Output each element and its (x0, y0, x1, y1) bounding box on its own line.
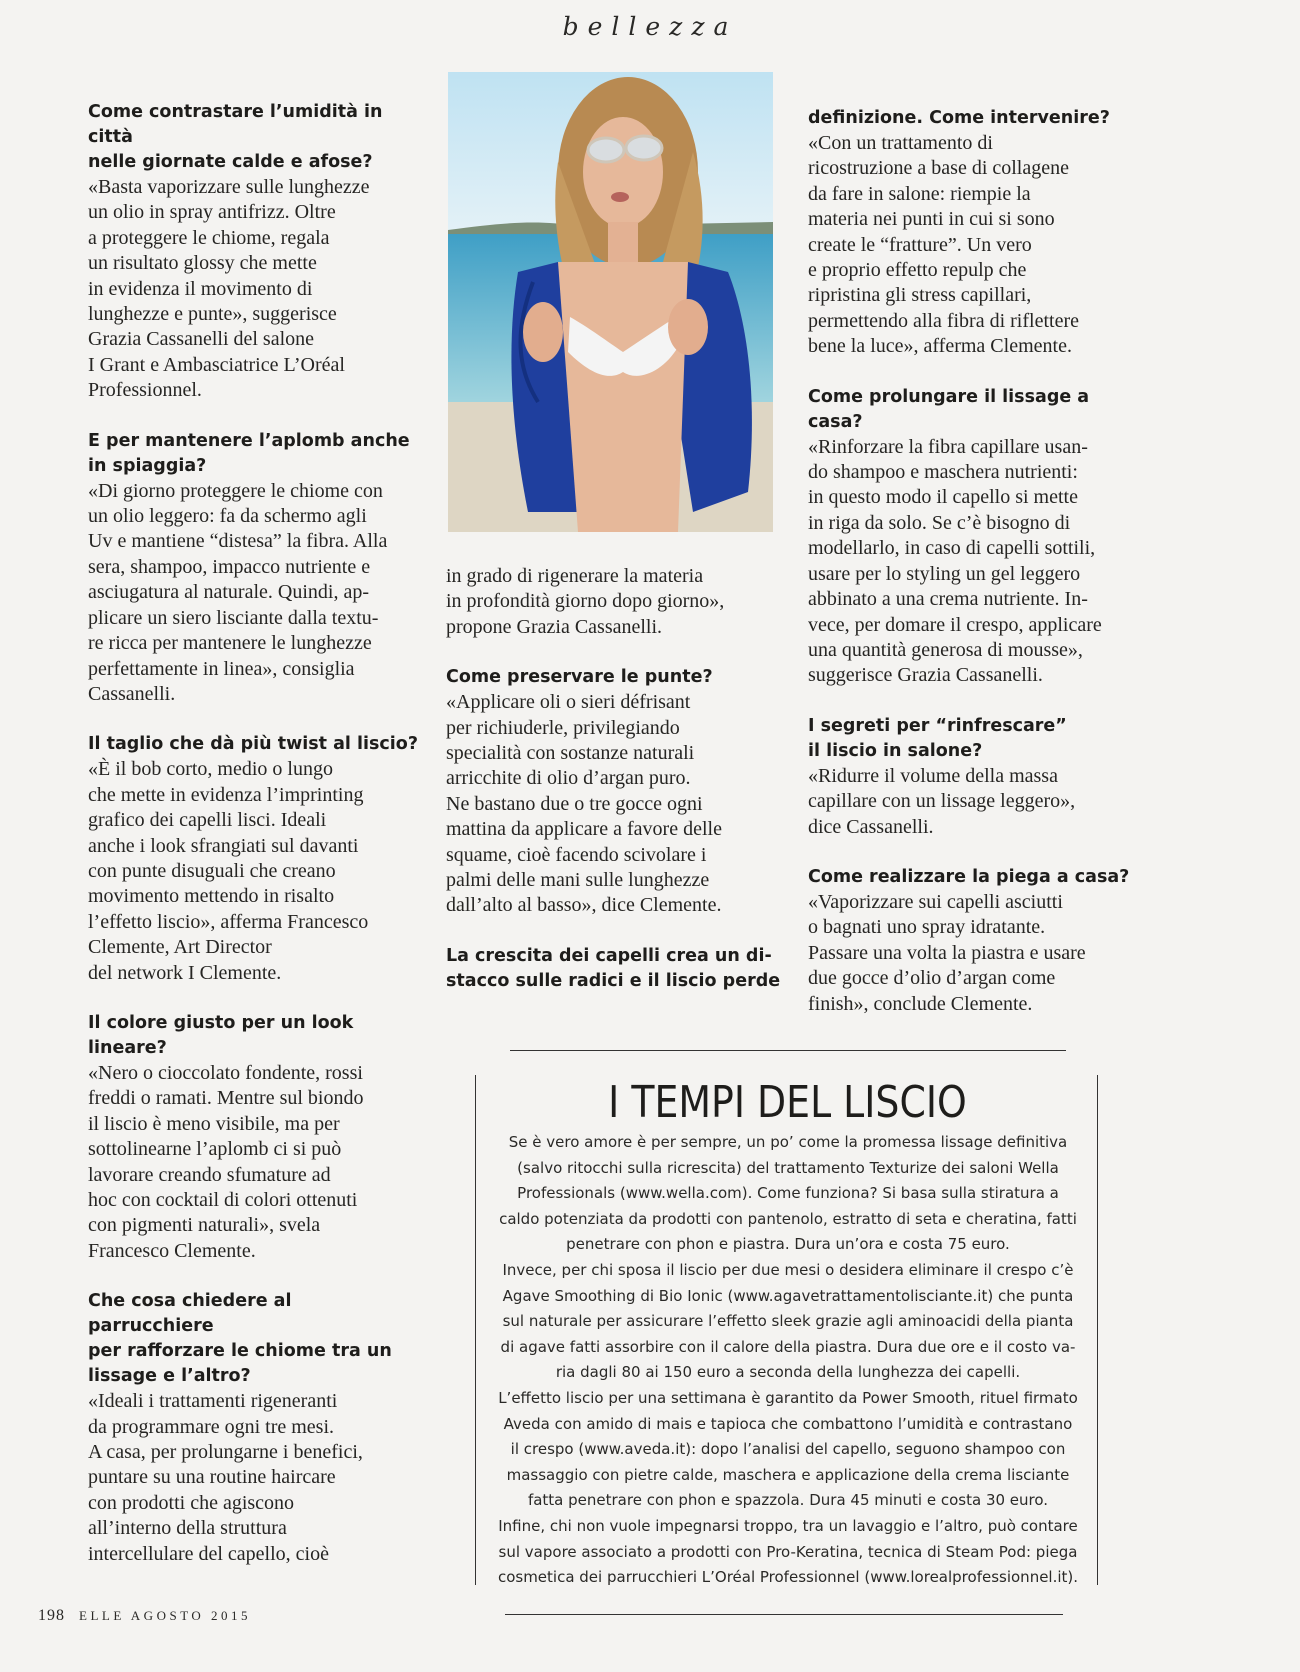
question-line: Il colore giusto per un look lineare? (88, 1012, 354, 1058)
answer-line: «Rinforzare la fibra capillare usan- (808, 435, 1088, 458)
answer-line: Professionnel. (88, 379, 202, 402)
answer-line: intercellulare del capello, cioè (88, 1542, 329, 1565)
answer-line: Passare una volta la piastra e usare (808, 941, 1086, 964)
section-title: bellezza (562, 12, 738, 41)
answer-line: da fare in salone: riempie la (808, 182, 1031, 205)
box-line: (salvo ritocchi sulla ricrescita) del trattamento Texturize dei saloni Wella (517, 1158, 1059, 1177)
answer-line: Grazia Cassanelli del salone (88, 328, 315, 351)
question (808, 106, 1148, 131)
box-line: di agave fatti assorbire con il calore della piastra. Dura due ore e il costo va- (500, 1337, 1076, 1356)
answer-line: Francesco Clemente. (88, 1239, 256, 1262)
question (446, 665, 786, 690)
answer-line: sera, shampoo, impacco nutriente e (88, 555, 371, 578)
box-bottom-rule (505, 1614, 1063, 1615)
box-line: il crespo (www.aveda.it): dopo l’analisi del capello, seguono shampoo con (510, 1440, 1066, 1459)
answer-line: due gocce d’olio d’argan come (808, 967, 1056, 990)
question (808, 385, 1148, 435)
answer-line: permettendo alla fibra di riflettere (808, 309, 1079, 332)
answer-line: abbinato a una crema nutriente. In- (808, 588, 1088, 611)
answer-line: del network I Clemente. (88, 961, 282, 984)
answer-line: e proprio effetto repulp che (808, 259, 1027, 282)
answer-line: A casa, per prolungarne i benefici, (88, 1441, 363, 1464)
answer-line: hoc con cocktail di colori ottenuti (88, 1189, 358, 1211)
answer (446, 690, 786, 919)
answer-line: con pigmenti naturali», svela (88, 1214, 321, 1237)
box-line: Professionals (www.wella.com). Come funziona? Si basa sulla stiratura a (517, 1184, 1059, 1203)
beach-photo (448, 72, 773, 532)
answer (88, 175, 418, 404)
box-line: sul vapore associato a prodotti con Pro-Keratina, tecnica di Steam Pod: piega (498, 1542, 1078, 1561)
answer (808, 890, 1148, 1017)
question-line: Come preservare le punte? (446, 667, 713, 688)
answer-line: «È il bob corto, medio o lungo (88, 758, 333, 781)
answer-line: modellarlo, in caso di capelli sottili, (808, 537, 1096, 560)
question-line: il liscio in salone? (808, 740, 983, 761)
page-number: 198 (38, 1607, 65, 1624)
answer-line: ricostruzione a base di collagene (808, 157, 1069, 180)
answer-line: per richiuderle, privilegiando (446, 716, 680, 739)
question-line: Che cosa chiedere al parrucchiere (88, 1291, 292, 1337)
question-line: stacco sulle radici e il liscio perde (446, 970, 781, 991)
answer-line: con punte disuguali che creano (88, 859, 336, 882)
question (88, 429, 418, 479)
answer-line: arricchite di olio d’argan puro. (446, 767, 691, 790)
answer-line: con prodotti che agiscono (88, 1491, 295, 1514)
answer-line: una quantità generosa di mousse», (808, 638, 1083, 661)
question-line: lissage e l’altro? (88, 1366, 251, 1387)
answer (808, 764, 1148, 840)
answer-line: in grado di rigenerare la materia (446, 565, 704, 587)
answer-line: vece, per domare il crespo, applicare (808, 613, 1102, 636)
answer-line: capillare con un lissage leggero», (808, 790, 1076, 813)
answer-line: in profondità giorno dopo giorno», (446, 590, 725, 613)
answer-line: sottolinearne l’aplomb ci si può (88, 1138, 342, 1161)
answer-line: propone Grazia Cassanelli. (446, 615, 663, 638)
answer-line: plicare un siero lisciante dalla textu- (88, 606, 379, 629)
box-line: Infine, chi non vuole impegnarsi troppo, tra un lavaggio e l’altro, può contare (498, 1516, 1078, 1535)
question (88, 732, 418, 757)
qa-block (88, 100, 418, 404)
answer-line: o bagnati uno spray idratante. (808, 916, 1046, 939)
answer-line: l’effetto liscio», afferma Francesco (88, 910, 369, 933)
qa-block (446, 665, 786, 919)
box-line: penetrare con phon e piastra. Dura un’ora e costa 75 euro. (566, 1235, 1010, 1254)
answer-line: anche i look sfrangiati sul davanti (88, 834, 359, 857)
column-1 (88, 100, 418, 1592)
answer (88, 479, 418, 708)
qa-block (808, 865, 1148, 1017)
answer-line: ripristina gli stress capillari, (808, 284, 1032, 307)
qa-block (446, 944, 786, 994)
qa-block (88, 732, 418, 986)
qa-block (808, 385, 1148, 689)
answer-line: dice Cassanelli. (808, 815, 934, 838)
answer-line: dall’alto al basso», dice Clemente. (446, 894, 722, 917)
answer-line: asciugatura al naturale. Quindi, ap- (88, 581, 369, 604)
answer-line: freddi o ramati. Mentre sul biondo (88, 1087, 364, 1110)
answer-line: lunghezze e punte», suggerisce (88, 303, 337, 326)
question (808, 865, 1148, 890)
woman-beach-image (448, 72, 773, 532)
question (88, 1289, 418, 1389)
answer-line: mattina da applicare a favore delle (446, 818, 722, 841)
answer-line: movimento mettendo in risalto (88, 885, 335, 908)
box-line: massaggio con pietre calde, maschera e applicazione della crema lisciante (506, 1465, 1070, 1484)
answer-line: bene la luce», afferma Clemente. (808, 335, 1072, 358)
qa-block (808, 714, 1148, 840)
answer-line: grafico dei capelli lisci. Ideali (88, 809, 327, 832)
question-line: Il taglio che dà più twist al liscio? (88, 734, 418, 755)
answer-line: perfettamente in linea», consiglia (88, 657, 355, 680)
box-line: fatta penetrare con phon e spazzola. Dura 45 minuti e costa 30 euro. (527, 1491, 1049, 1510)
answer-line: a proteggere le chiome, regala (88, 226, 330, 249)
answer (808, 435, 1148, 689)
answer-line: Clemente, Art Director (88, 936, 272, 959)
qa-block (446, 564, 786, 640)
answer-line: create le “fratture”. Un vero (808, 233, 1032, 256)
box-line: sul naturale per assicurare l’effetto sleek grazie agli aminoacidi della pianta (502, 1312, 1074, 1331)
box-line: cosmetica dei parrucchieri L’Oréal Professionnel (www.lorealprofessionnel.it). (497, 1568, 1079, 1587)
answer-line: un olio in spray antifrizz. Oltre (88, 201, 336, 224)
qa-block (808, 106, 1148, 360)
question-line: La crescita dei capelli crea un di- (446, 945, 772, 966)
answer-line: lavorare creando sfumature ad (88, 1163, 331, 1186)
answer-line: materia nei punti in cui si sono (808, 208, 1055, 231)
issue-label: ELLE AGOSTO 2015 (79, 1608, 252, 1623)
question (88, 100, 418, 175)
answer-line: che mette in evidenza l’imprinting (88, 783, 364, 806)
answer-line: «Con un trattamento di (808, 132, 993, 154)
answer-line: I Grant e Ambasciatrice L’Oréal (88, 353, 345, 376)
answer-line: in evidenza il movimento di (88, 277, 313, 300)
page-footer (38, 1607, 251, 1625)
column-2 (446, 564, 786, 1019)
answer-line: da programmare ogni tre mesi. (88, 1415, 335, 1438)
question-line: per rafforzare le chiome tra un (88, 1341, 392, 1362)
answer-line: Uv e mantiene “distesa” la fibra. Alla (88, 530, 388, 553)
answer (808, 131, 1148, 360)
answer-line: «Di giorno proteggere le chiome con (88, 479, 383, 502)
box-right-rule (1097, 1075, 1098, 1585)
qa-block (88, 1289, 418, 1567)
column-3 (808, 106, 1148, 1042)
answer-line: «Ridurre il volume della massa (808, 764, 1058, 787)
box-line: Agave Smoothing di Bio Ionic (www.agavetrattamentolisciante.it) che punta (502, 1286, 1074, 1305)
answer-line: specialità con sostanze naturali (446, 742, 695, 765)
question-line: Come prolungare il lissage a casa? (808, 386, 1090, 432)
answer-line: «Applicare oli o sieri défrisant (446, 691, 691, 714)
qa-block (88, 1011, 418, 1264)
answer (88, 1389, 418, 1567)
answer-line: in riga da solo. Se c’è bisogno di (808, 511, 1071, 534)
answer-line: squame, cioè facendo scivolare i (446, 843, 707, 866)
question-line: Come contrastare l’umidità in città (88, 102, 383, 147)
question (808, 714, 1148, 764)
answer-line: finish», conclude Clemente. (808, 992, 1033, 1015)
box-line: ria dagli 80 ai 150 euro a seconda della lunghezza dei capelli. (555, 1363, 1021, 1382)
box-left-rule (475, 1075, 476, 1585)
answer-line: suggerisce Grazia Cassanelli. (808, 664, 1043, 687)
answer-line: un olio leggero: fa da schermo agli (88, 505, 367, 528)
qa-block (88, 429, 418, 708)
box-body (497, 1130, 1079, 1591)
answer-line: Cassanelli. (88, 682, 176, 705)
answer (88, 757, 418, 986)
box-line: Se è vero amore è per sempre, un po’ come la promessa lissage definitiva (508, 1133, 1068, 1151)
answer-line: usare per lo styling un gel leggero (808, 562, 1081, 585)
box-line: caldo potenziata da prodotti con pantenolo, estratto di seta e cheratina, fatti (499, 1209, 1077, 1228)
question-line: I segreti per “rinfrescare” (808, 715, 1067, 736)
answer-line: Ne bastano due o tre gocce ogni (446, 792, 703, 815)
box-line: Aveda con amido di mais e tapioca che combattono l’umidità e contrastano (503, 1414, 1073, 1433)
question-line: Come realizzare la piega a casa? (808, 866, 1130, 887)
answer (446, 564, 786, 640)
box-line: Invece, per chi sposa il liscio per due mesi o desidera eliminare il crespo c’è (502, 1260, 1074, 1279)
answer-line: puntare su una routine haircare (88, 1466, 336, 1489)
question-line: nelle giornate calde e afose? (88, 152, 373, 172)
answer-line: «Basta vaporizzare sulle lunghezze (88, 176, 370, 198)
question-line: E per mantenere l’aplomb anche (88, 430, 410, 451)
question (88, 1011, 418, 1061)
answer-line: un risultato glossy che mette (88, 252, 317, 275)
question-line: definizione. Come intervenire? (808, 108, 1110, 128)
box-title: I TEMPI DEL LISCIO (608, 1077, 967, 1128)
answer-line: in questo modo il capello si mette (808, 486, 1078, 509)
box-top-rule (510, 1050, 1066, 1051)
answer-line: «Vaporizzare sui capelli asciutti (808, 890, 1063, 913)
answer-line: «Ideali i trattamenti rigeneranti (88, 1390, 338, 1413)
answer (88, 1061, 418, 1264)
question (446, 944, 786, 994)
answer-line: il liscio è meno visibile, ma per (88, 1112, 340, 1135)
question-line: in spiaggia? (88, 455, 207, 476)
answer-line: all’interno della struttura (88, 1517, 287, 1540)
answer-line: palmi delle mani sulle lunghezze (446, 869, 710, 892)
answer-line: do shampoo e maschera nutrienti: (808, 461, 1078, 484)
answer-line: re ricca per mantenere le lunghezze (88, 632, 372, 655)
box-line: L’effetto liscio per una settimana è garantito da Power Smooth, rituel firmato (498, 1388, 1078, 1407)
answer-line: «Nero o cioccolato fondente, rossi (88, 1061, 363, 1084)
